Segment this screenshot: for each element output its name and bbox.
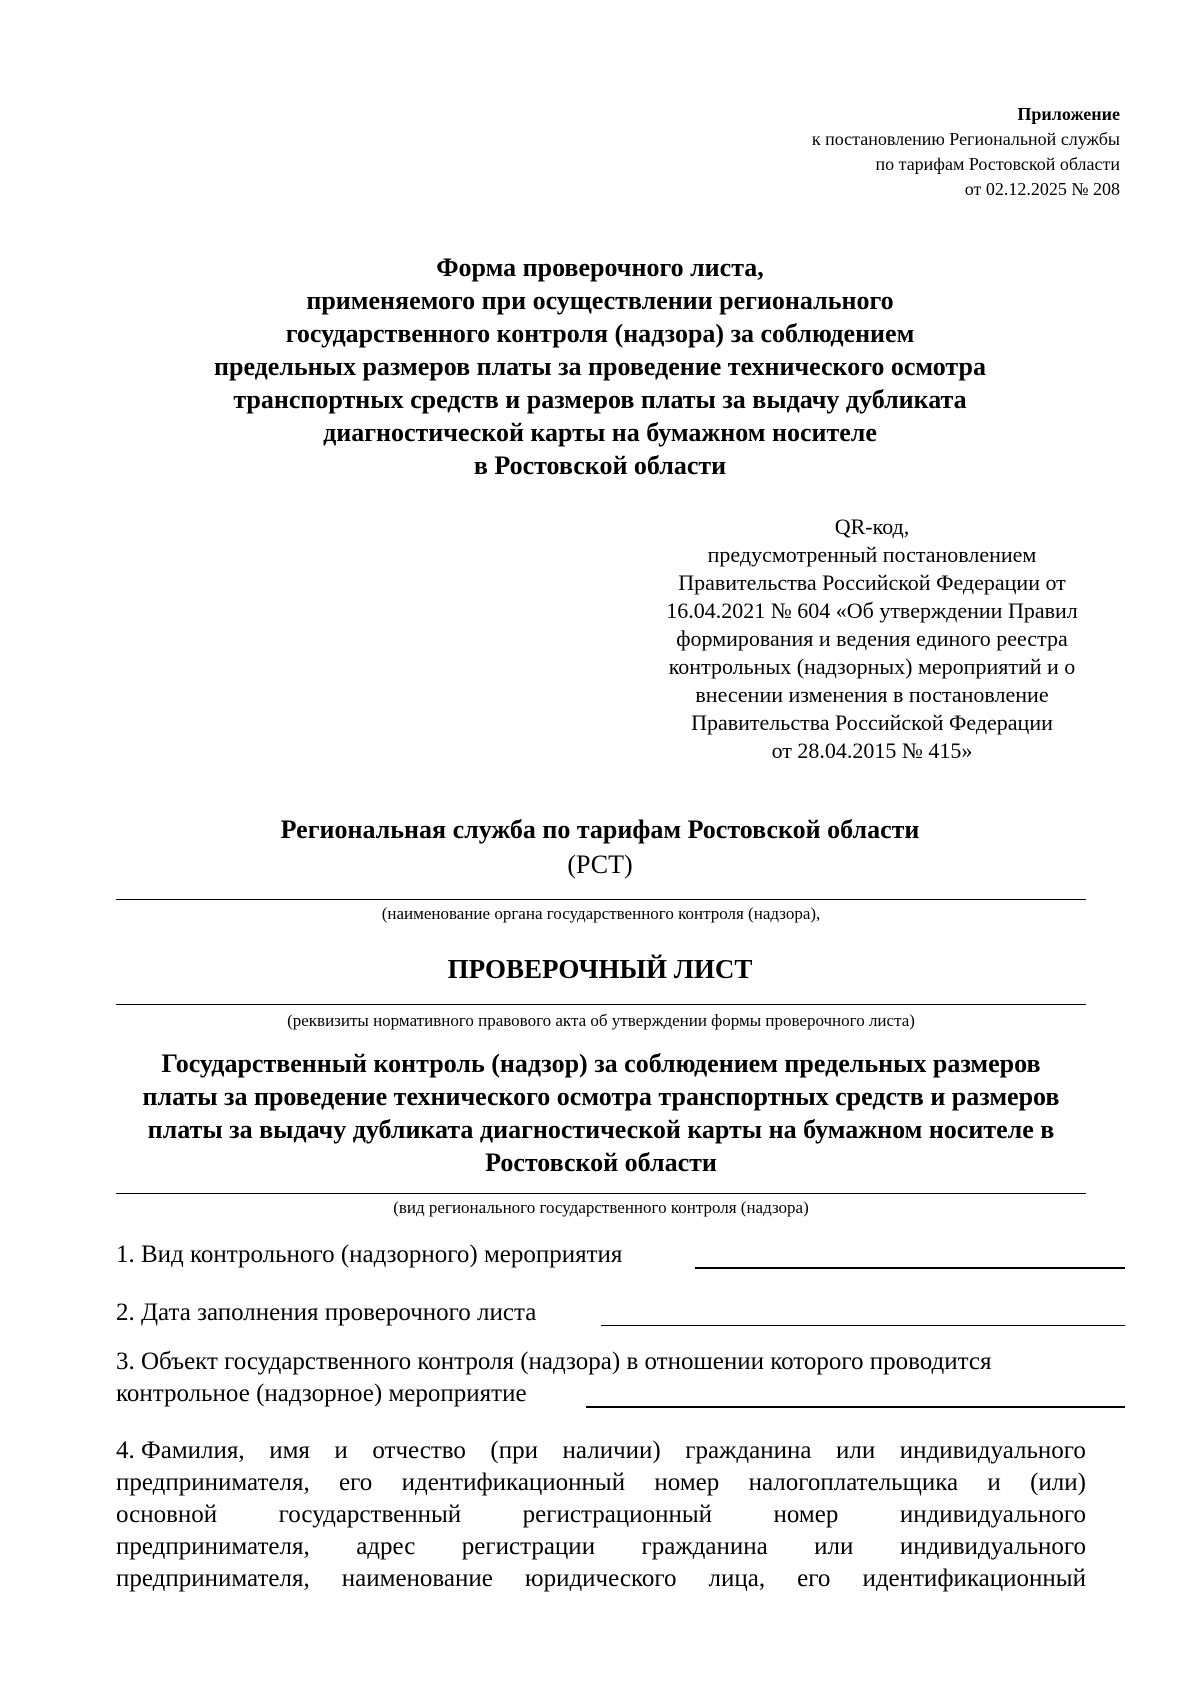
item-4-word: или (836, 1437, 876, 1464)
appendix-line: к постановлению Региональной службы (811, 129, 1120, 149)
qr-note-line: 16.04.2021 № 604 «Об утверждении Правил (666, 598, 1078, 623)
qr-note-line: QR-код, (834, 514, 910, 539)
item-4-word: (при (490, 1437, 539, 1464)
qr-note-line: Правительства Российской Федерации от (678, 570, 1066, 595)
item-4-word: регистрационный (522, 1501, 712, 1528)
checklist-title: ПРОВЕРОЧНЫЙ ЛИСТ (447, 954, 753, 984)
item-2-fill-line[interactable] (601, 1325, 1125, 1326)
item-3-label-line1: 3. Объект государственного контроля (надзора) в отношении которого проводится (116, 1348, 992, 1375)
item-1-label: 1. Вид контрольного (надзорного) мероприятия (116, 1241, 623, 1268)
appendix-block (812, 102, 1120, 202)
item-4-word: регистрации (461, 1533, 596, 1560)
qr-note-line: формирования и ведения единого реестра (676, 626, 1068, 651)
item-4-line (116, 1435, 1086, 1467)
item-4-word: адрес (356, 1533, 416, 1560)
item-4-word: отчество (372, 1437, 466, 1464)
item-4-word: и (334, 1437, 348, 1464)
item-4-word: индивидуального (899, 1533, 1086, 1560)
checklist-underline (116, 1004, 1086, 1005)
qr-note-line: внесении изменения в постановление (695, 682, 1049, 707)
control-type-title (118, 1047, 1084, 1179)
item-4-word: предпринимателя, (116, 1565, 310, 1592)
item-4-word: 4. Фамилия, (116, 1437, 245, 1464)
control-type-line: платы за проведение технического осмотра транспортных средств и размеров (142, 1082, 1060, 1111)
item-4-word: юридического (524, 1565, 677, 1592)
item-4-word: индивидуального (899, 1437, 1086, 1464)
item-4-word: его (339, 1469, 373, 1496)
form-title-line: в Ростовской области (473, 451, 727, 480)
appendix-title: Приложение (1017, 104, 1120, 124)
item-4-word: его (797, 1565, 831, 1592)
checklist-caption: (реквизиты нормативного правового акта об утверждении формы проверочного листа) (287, 1011, 915, 1030)
item-4-word: и (987, 1469, 1001, 1496)
control-type-caption: (вид регионального государственного контроля (надзора) (393, 1198, 809, 1217)
item-4-line (116, 1467, 1086, 1499)
item-2-label: 2. Дата заполнения проверочного листа (116, 1299, 537, 1326)
item-4-word: предпринимателя, (116, 1533, 310, 1560)
item-4-word: предпринимателя, (116, 1469, 310, 1496)
item-4-text (116, 1435, 1086, 1595)
form-title-line: диагностической карты на бумажном носителе (323, 418, 877, 447)
control-type-line: Ростовской области (485, 1148, 717, 1177)
item-4-word: наличии) (562, 1437, 661, 1464)
qr-note-line: от 28.04.2015 № 415» (771, 738, 973, 763)
item-4-word: имя (269, 1437, 310, 1464)
control-type-line: платы за выдачу дубликата диагностической карты на бумажном носителе в (147, 1115, 1055, 1144)
item-1-fill-line[interactable] (695, 1267, 1125, 1269)
form-title-line: применяемого при осуществлении регионального (306, 286, 894, 315)
form-title-line: предельных размеров платы за проведение технического осмотра (214, 352, 986, 381)
form-title-line: Форма проверочного листа, (436, 253, 764, 282)
item-3-label-line2: контрольное (надзорное) мероприятие (116, 1380, 527, 1407)
item-4-line (116, 1499, 1086, 1531)
item-4-word: или (814, 1533, 854, 1560)
form-title (120, 251, 1080, 482)
organization-underline (116, 899, 1086, 900)
item-4-word: государственный (278, 1501, 462, 1528)
appendix-line: по тарифам Ростовской области (875, 154, 1120, 174)
appendix-line: от 02.12.2025 № 208 (964, 179, 1120, 199)
item-4-word: наименование (341, 1565, 493, 1592)
item-4-word: гражданина (641, 1533, 768, 1560)
item-3-fill-line[interactable] (586, 1406, 1125, 1408)
item-4-line (116, 1563, 1086, 1595)
item-4-word: лица, (708, 1565, 766, 1592)
qr-note-line: Правительства Российской Федерации (691, 710, 1053, 735)
form-title-line: транспортных средств и размеров платы за выдачу дубликата (233, 385, 967, 414)
item-4-line (116, 1531, 1086, 1563)
control-type-line: Государственный контроль (надзор) за соблюдением предельных размеров (161, 1049, 1041, 1078)
organization-name: Региональная служба по тарифам Ростовской области (280, 815, 920, 844)
qr-note-line: предусмотренный постановлением (707, 542, 1037, 567)
item-4-word: идентификационный (401, 1469, 626, 1496)
item-4-word: гражданина (685, 1437, 812, 1464)
form-title-line: государственного контроля (надзора) за соблюдением (285, 319, 915, 348)
item-4-word: идентификационный (862, 1565, 1086, 1592)
item-4-word: налогоплательщика (748, 1469, 959, 1496)
item-4-word: номер (773, 1501, 839, 1528)
qr-note-line: контрольных (надзорных) мероприятий и о (668, 654, 1076, 679)
item-4-word: номер (654, 1469, 720, 1496)
organization-caption: (наименование органа государственного контроля (надзора), (381, 904, 821, 923)
item-4-word: основной (116, 1501, 218, 1528)
item-4-word: (или) (1030, 1469, 1086, 1496)
organization-abbr: (РСТ) (567, 850, 633, 879)
control-type-underline (116, 1193, 1086, 1194)
qr-code-note (632, 513, 1112, 765)
item-4-word: индивидуального (899, 1501, 1086, 1528)
